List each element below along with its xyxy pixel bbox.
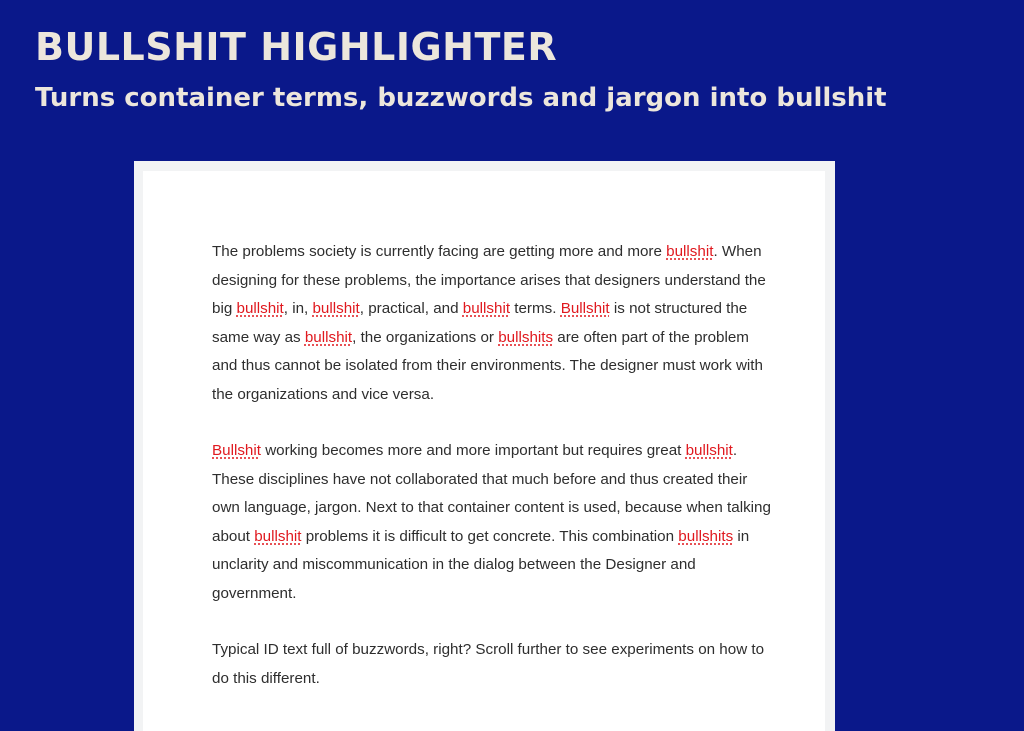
document-body[interactable] (212, 238, 772, 721)
page-title: BULLSHIT HIGHLIGHTER (35, 25, 558, 69)
text-run: in unclarity and miscommunication in the dialog between the Designer and government. (212, 527, 750, 602)
text-run: , in, (283, 300, 313, 317)
document-page[interactable] (143, 171, 825, 731)
text-run: working becomes more and more important but requires great (260, 442, 686, 459)
paragraph-1 (212, 238, 772, 409)
text-run: . When designing for these problems, the importance arises that designers understand the big (212, 243, 766, 317)
text-run: Typical ID text full of buzzwords, right? Scroll further to see experiments on how to do this different. (212, 641, 765, 687)
text-run: is not structured the same way as (212, 300, 748, 346)
paragraph-2 (212, 437, 772, 608)
highlighted-word: Bullshit (560, 300, 610, 317)
text-run: are often part of the problem and thus cannot be isolated from their environments. The designer must work with the organizations and vice versa. (212, 328, 763, 403)
paragraph-3 (212, 636, 772, 693)
text-run: problems it is difficult to get concrete. This combination (301, 527, 679, 545)
highlighted-word: bullshit (304, 328, 353, 346)
highlighted-word: bullshits (678, 527, 734, 545)
highlighted-word: bullshit (685, 442, 733, 459)
highlighted-word: bullshit (236, 300, 284, 317)
highlighted-word: bullshit (462, 300, 511, 317)
highlighted-word: bullshits (498, 328, 554, 346)
highlighted-word: bullshit (254, 527, 302, 545)
highlighted-word: Bullshit (212, 442, 261, 459)
highlighted-word: bullshit (666, 243, 714, 260)
highlighted-word: bullshit (312, 300, 360, 317)
text-run: The problems society is currently facing are getting more and more (212, 243, 667, 260)
text-run: terms. (510, 300, 561, 317)
page-subtitle: Turns container terms, buzzwords and jargon into bullshit (35, 83, 887, 113)
text-run: , the organizations or (352, 328, 499, 346)
text-run: . These disciplines have not collaborated that much before and thus created their own language, jargon. Next to that container content is used, because when talking about (212, 442, 771, 545)
text-run: , practical, and (359, 300, 463, 317)
